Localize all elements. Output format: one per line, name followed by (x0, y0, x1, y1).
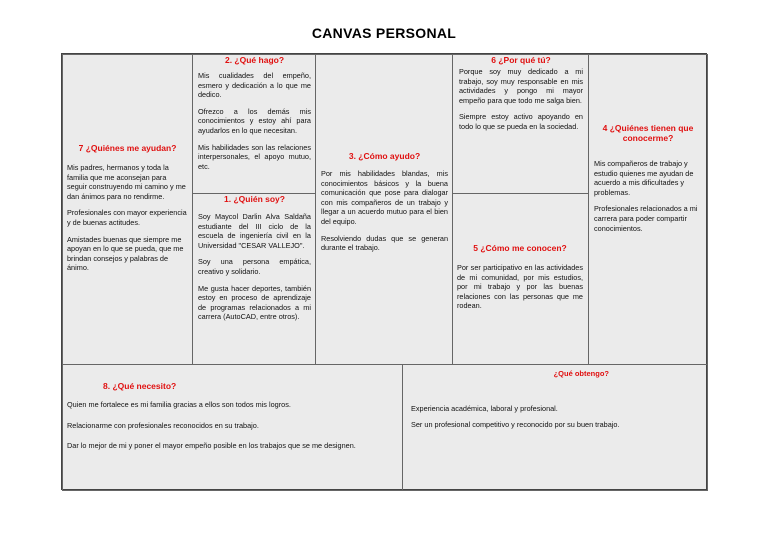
block-paragraph: Por ser participativo en las actividades de mi comunidad, por mis estudios, por mi trabajo y por las buenas relaciones con las personas que me rodean. (457, 263, 583, 311)
block-paragraph: Mis compañeros de trabajo y estudio quienes me ayudan de acuerdo a mis dificultades y problemas. (594, 159, 694, 197)
block-quienes-tienen-que-conocerme (588, 54, 708, 365)
block-paragraph: Por mis habilidades blandas, mis conocimientos básicos y la buena comunicación que pose para dialogar con mis compañeros de un trabajo y llegar a un acuerdo mutuo para el bien del equipo. (321, 169, 448, 226)
block-como-ayudo (315, 54, 453, 365)
block-paragraph: Mis padres, hermanos y toda la familia que me aconsejan para seguir construyendo mi camino y me dan ánimos para no rendirme. (67, 163, 186, 201)
block-paragraph: Quien me fortalece es mi familia gracias a ellos son todos mis logros. (67, 400, 291, 409)
block-heading: 8. ¿Qué necesito? (103, 381, 177, 391)
block-heading: 3. ¿Cómo ayudo? (348, 151, 421, 161)
block-paragraph: Porque soy muy dedicado a mi trabajo, soy muy responsable en mis actividades y pongo mi mayor empeño para que todo me salga bien. (459, 67, 583, 105)
block-como-me-conocen (452, 193, 589, 365)
block-paragraph: Relacionarme con profesionales reconocidos en su trabajo. (67, 420, 259, 430)
block-paragraph: Profesionales relacionados a mi carrera para poder compartir conocimientos. (594, 204, 698, 233)
block-que-obtengo (402, 364, 708, 491)
block-paragraph: Siempre estoy activo apoyando en todo lo que se pueda en la sociedad. (459, 112, 583, 131)
block-que-necesito (62, 364, 403, 491)
block-paragraph: Experiencia académica, laboral y profesional. (411, 404, 558, 413)
block-heading: 1. ¿Quién soy? (224, 194, 285, 204)
block-heading: 7 ¿Quiénes me ayudan? (78, 143, 177, 153)
block-heading: 6 ¿Por qué tú? (491, 55, 551, 65)
block-heading: 2. ¿Qué hago? (224, 55, 285, 65)
block-paragraph: Ofrezco a los demás mis conocimientos y estoy ahí para ayudarlos en lo que necesitan. (198, 106, 311, 135)
block-paragraph: Soy Maycol Darlin Alva Saldaña estudiante del III ciclo de la escuela de ingeniería civil en la Universidad "CESAR VALLEJO". (198, 212, 311, 250)
block-quienes-me-ayudan (62, 54, 193, 365)
block-paragraph: Dar lo mejor de mi y poner el mayor empeño posible en los trabajos que se me designen. (67, 441, 356, 451)
page-title: CANVAS PERSONAL (311, 25, 457, 41)
block-quien-soy (192, 193, 316, 365)
block-heading: 5 ¿Cómo me conocen? (473, 243, 567, 253)
block-paragraph: Me gusta hacer deportes, también estoy en proceso de aprendizaje de programas relacionados a mi carrera (AutoCAD, entre otros). (198, 283, 311, 322)
block-por-que-tu (452, 54, 589, 194)
block-paragraph: Ser un profesional competitivo y reconocido por su buen trabajo. (411, 419, 620, 429)
block-paragraph: Amistades buenas que siempre me apoyan en lo que se pueda, que me brindan consejos y palabras de ánimo. (67, 234, 184, 273)
block-paragraph: Profesionales con mayor experiencia y de buenas actitudes. (67, 208, 187, 227)
block-que-hago (192, 54, 316, 194)
block-heading: 4 ¿Quiénes tienen que conocerme? (602, 123, 694, 143)
block-paragraph: Soy una persona empática, creativo y solidario. (198, 257, 311, 276)
canvas-board (61, 53, 707, 490)
block-paragraph: Mis cualidades del empeño, esmero y dedicación a lo que me dedico. (198, 71, 311, 100)
block-heading: ¿Qué obtengo? (553, 369, 609, 378)
block-paragraph: Mis habilidades son las relaciones interpersonales, el apoyo mutuo, etc. (198, 142, 311, 171)
block-paragraph: Resolviendo dudas que se generan durante el trabajo. (321, 233, 448, 253)
